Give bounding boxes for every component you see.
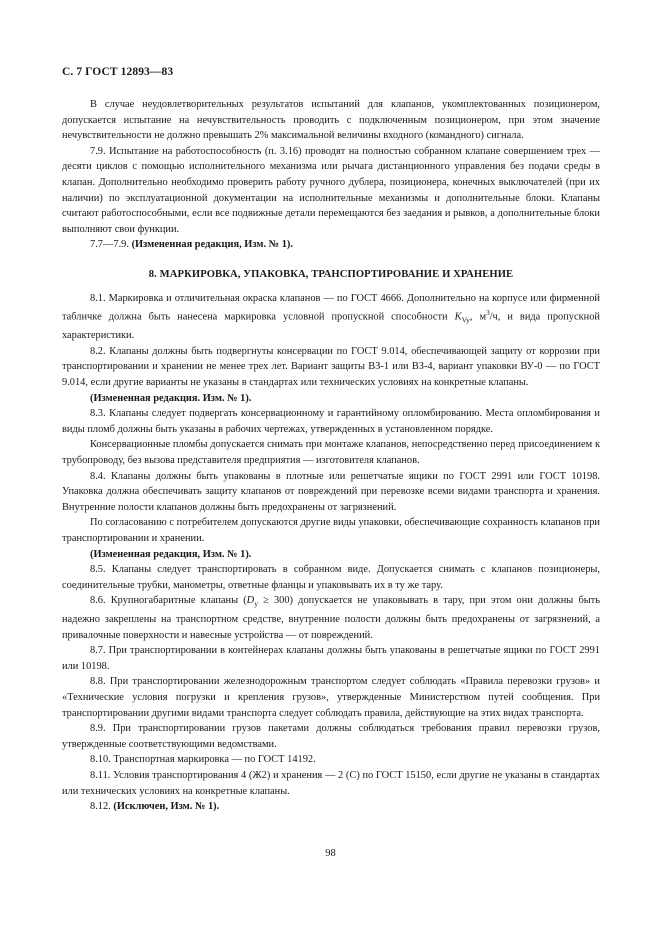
kv-symbol: K	[454, 311, 462, 323]
p86-before: 8.6. Крупногабаритные клапаны (	[90, 595, 247, 607]
paragraph-8-4b: По согласованию с потребителем допускаются другие виды упаковки, обеспечивающие сохранность клапанов при транспортировании и хранении.	[62, 517, 600, 544]
note-prefix: 7.7—7.9.	[90, 239, 132, 251]
p86-after: ≥ 300) допускается не упаковывать в тару, при этом они должны быть надежно закреплены на транспортном средстве, внутренние полости должны быть предохранены от загрязнений, а привалочные поверхности и навесные устройства — от повреждений.	[62, 595, 600, 641]
unit-sup: 3	[486, 309, 490, 318]
paragraph: В случае неудовлетворительных результатов испытаний для клапанов, укомплектованных позиционером, допускается испытание на нечувствительность проводить с подключенным позиционером, при этом значение нечувствительности не должно превышать 2% максимальной величины входного (командного) сигнала.	[62, 99, 600, 142]
paragraph-8-9: 8.9. При транспортировании грузов пакетами должны соблюдаться требования правил перевозки грузов, утвержденные соответствующими ведомствами.	[62, 723, 600, 750]
p81-after: ,	[469, 311, 473, 323]
unit-m: м	[479, 311, 487, 323]
paragraph-8-1	[62, 291, 600, 344]
paragraph-8-3: 8.3. Клапаны следует подвергать консервационному и гарантийному опломбированию. Места опломбирования и виды пломб должны быть указаны в рабочих чертежах, утвержденных в установленном порядке.	[62, 408, 600, 435]
paragraph-8-2: 8.2. Клапаны должны быть подвергнуты консервации по ГОСТ 9.014, обеспечивающей защиту от коррозии при транспортировании и хранении не менее трех лет. Вариант защиты ВЗ-1 или ВЗ-4, вариант упаковки ВУ-0 — по ГОСТ 9.014, если другие варианты не указаны в стандартах или технических условиях на конкретные клапаны.	[62, 345, 600, 389]
amendment-note-8-2: (Измененная редакция. Изм. № 1).	[90, 392, 252, 404]
amendment-note-8-4: (Измененная редакция, Изм. № 1).	[90, 548, 252, 560]
p81-tail: /ч, и вида пропускной характеристики.	[62, 311, 600, 342]
paragraph-8-10: 8.10. Транспортная маркировка — по ГОСТ 14192.	[90, 754, 316, 766]
kv-subscript: Vy	[461, 315, 470, 325]
paragraph-8-12	[62, 799, 600, 815]
paragraph-8-7: 8.7. При транспортировании в контейнерах клапаны должны быть упакованы в решетчатые ящики по ГОСТ 2991 или 10198.	[62, 645, 600, 672]
p81-text: 8.1. Маркировка и отличительная окраска клапанов — по ГОСТ 4666. Дополнительно на корпусе или фирменной табличке должна быть нанесена маркировка условной пропускной способности	[62, 292, 600, 323]
dy-symbol: D	[246, 595, 255, 607]
paragraph-8-4: 8.4. Клапаны должны быть упакованы в плотные или решетчатые ящики по ГОСТ 2991 или ГОСТ 10198. Упаковка должна обеспечивать защиту клапанов от повреждений при перевозке всеми видами транспорта и хранения. Внутренние полости клапанов должны быть предохранены от загрязнений.	[62, 470, 600, 513]
paragraph-8-6	[62, 593, 600, 643]
paragraph-8-8: 8.8. При транспортировании железнодорожным транспортом следует соблюдать «Правила перевозки грузов» и «Технические условия погрузки и крепления грузов», утвержденные Министерством путей сообщения. При транспортировании другими видами транспорта следует соблюдать правила, действующие на этих видах транспорта.	[62, 676, 600, 719]
p812-bold: (Исключен, Изм. № 1).	[113, 801, 220, 813]
amendment-note-7-7	[62, 237, 600, 253]
paragraph-8-3b: Консервационные пломбы допускается снимать при монтаже клапанов, непосредственно перед присоединением к трубопроводу, без вызова представителя предприятия — изготовителя клапанов.	[62, 439, 600, 467]
page-header: С. 7 ГОСТ 12893—83	[62, 66, 174, 78]
page-number: 98	[325, 848, 336, 859]
dy-subscript: y	[254, 599, 258, 609]
paragraph-8-5: 8.5. Клапаны следует транспортировать в собранном виде. Допускается снимать с клапанов позиционеры, соединительные трубки, манометры, ответные фланцы и упаковывать их в ту же тару.	[62, 564, 600, 591]
paragraph-7-9: 7.9. Испытание на работоспособность (п. 3.16) проводят на полностью собранном клапане совершением трех — десяти циклов с помощью исполнительного механизма или рычага дистанционного управления без подачи среды в клапан. Дополнительно необходимо проверить работу ручного дублера, позиционера, конечных выключателей (при их наличии) по эксплуатационной документации на исполнительные механизмы и дополнительные блоки. Клапаны считают работоспособными, если все подвижные детали перемещаются без заедания и рывков, а дополнительные блоки выполняют свои функции.	[62, 145, 600, 235]
section-title: 8. МАРКИРОВКА, УПАКОВКА, ТРАНСПОРТИРОВАНИЕ И ХРАНЕНИЕ	[148, 268, 514, 280]
paragraph-8-11: 8.11. Условия транспортирования 4 (Ж2) и хранения — 2 (С) по ГОСТ 15150, если другие не указаны в стандартах или технических условиях на конкретные клапаны.	[62, 769, 600, 797]
document-body	[62, 97, 600, 815]
note-bold: (Измененная редакция, Изм. № 1).	[131, 239, 293, 251]
p812-prefix: 8.12.	[90, 801, 114, 813]
